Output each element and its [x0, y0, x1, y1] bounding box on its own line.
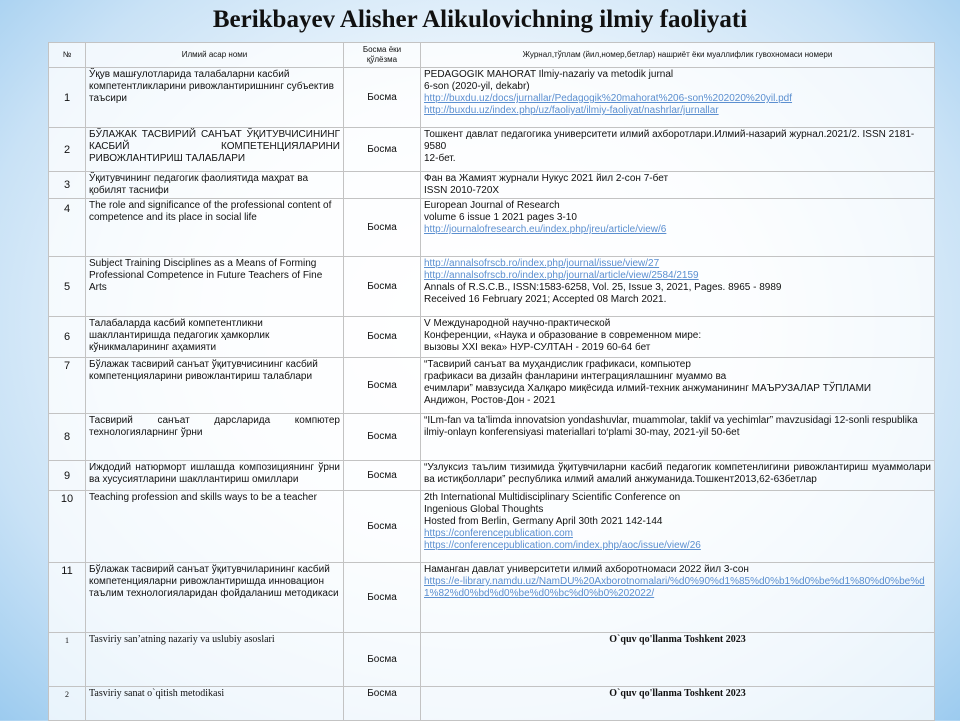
table-row: [49, 414, 935, 461]
publication-info: [421, 358, 935, 414]
form-type: Босма: [344, 68, 421, 128]
publication-info: [421, 414, 935, 461]
table-row: [49, 687, 935, 721]
row-number: 3: [49, 172, 86, 199]
form-type: Босма: [344, 128, 421, 172]
row-number: 2: [49, 687, 86, 721]
header-work-title: Илмий асар номи: [86, 43, 344, 68]
row-number: 6: [49, 317, 86, 358]
form-type: Босма: [344, 317, 421, 358]
work-title: Ўқитувчининг педагогик фаолиятида маҳрат ва қобилят таснифи: [86, 172, 344, 199]
work-title: Teaching profession and skills ways to be a teacher: [86, 491, 344, 563]
pub-link[interactable]: http://buxdu.uz/docs/jurnallar/Pedagogik%20mahorat%206-son%202020%20yil.pdf: [424, 93, 793, 104]
pub-line: Annals of R.S.C.B., ISSN:1583-6258, Vol. 25, Issue 3, 2021, Pages. 8965 - 8989: [424, 282, 782, 293]
publication-info: [421, 491, 935, 563]
form-type: Босма: [344, 461, 421, 491]
row-number: 4: [49, 199, 86, 257]
form-type: Босма: [344, 199, 421, 257]
pub-line: “Тасвирий санъат ва муҳандислик графикаси, компьютер: [424, 359, 691, 370]
publication-info: O`quv qo'llanma Toshkent 2023: [421, 633, 935, 687]
header-publication: Журнал,тўплам (йил,номер,бетлар) нашриёт ёки муаллифлик гувохномаси номери: [421, 43, 935, 68]
pub-line: “ILm-fan va ta’limda innovatsion yondashuvlar, muammolar, taklif va yechimlar” mavzusidagi 12-sonli respublika: [424, 415, 918, 426]
row-number: 10: [49, 491, 86, 563]
row-number: 7: [49, 358, 86, 414]
pub-line: Конференции, «Наука и образование в современном мире:: [424, 330, 702, 341]
work-title: Тасвирий санъат дарсларида компютер технологияларнинг ўрни: [86, 414, 344, 461]
publication-info: [421, 199, 935, 257]
pub-line: volume 6 issue 1 2021 pages 3-10: [424, 212, 577, 223]
publications-table: [48, 42, 935, 721]
pub-link[interactable]: https://e-library.namdu.uz/NamDU%20Axborotnomalari/%d0%90%d1%85%d0%b1%d0%be%d1%80%d0%be%d1%82%d0%bd%d0%be%d0%bc%d0%b0%202022/: [424, 576, 925, 599]
work-title: Иждодий натюрморт ишлашда композициянинг ўрни ва хусусиятларини шакллантириш омиллари: [86, 461, 344, 491]
work-title: Tasviriy sanat o`qitish metodikasi: [86, 687, 344, 721]
page-title: Berikbayev Alisher Alikulovichning ilmiy faoliyati: [212, 6, 748, 33]
table-row: [49, 199, 935, 257]
pub-line: Hosted from Berlin, Germany April 30th 2021 142-144: [424, 516, 663, 527]
publication-info: [421, 68, 935, 128]
table-row: [49, 172, 935, 199]
pub-line: ISSN 2010-720X: [424, 185, 500, 196]
table-row: [49, 128, 935, 172]
form-type: Босма: [344, 257, 421, 317]
row-number: 5: [49, 257, 86, 317]
publication-info: [421, 257, 935, 317]
work-title: Бўлажак тасвирий санъат ўқитувчисининг касбий компетенцияларини ривожлантириш талаблари: [86, 358, 344, 414]
pub-line: 12-бет.: [424, 153, 456, 164]
publication-info: [421, 317, 935, 358]
pub-line: Фан ва Жамият журнали Нукус 2021 йил 2-сон 7-бет: [424, 173, 669, 184]
pub-line: ечимлари” мавзусида Халқаро миқёсида илмий-техник анжуманининг МАЪРУЗАЛАР ТЎПЛАМИ: [424, 383, 872, 394]
header-number: №: [49, 43, 86, 68]
work-title: Бўлажак тасвирий санъат ўқитувчиларининг касбий компетенцияларни ривожлантиришда инновацион таълим технологияларидан фойдаланиш методикаси: [86, 563, 344, 633]
work-title: Tasviriy san’atning nazariy va uslubiy asoslari: [86, 633, 344, 687]
publication-info: [421, 128, 935, 172]
pub-link[interactable]: http://journalofresearch.eu/index.php/jreu/article/view/6: [424, 224, 667, 235]
form-type: Босма: [344, 491, 421, 563]
publication-info: [421, 172, 935, 199]
form-type: Босма: [344, 414, 421, 461]
pub-link[interactable]: https://conferencepublication.com: [424, 528, 573, 539]
pub-line: 6-son (2020-yil, dekabr): [424, 81, 530, 92]
table-row: [49, 633, 935, 687]
table-row: [49, 461, 935, 491]
pub-line: графикаси ва дизайн фанларини интеграциялашнинг муаммо ва: [424, 371, 727, 382]
table-row: [49, 317, 935, 358]
form-type: Босма: [344, 358, 421, 414]
row-number: 11: [49, 563, 86, 633]
pub-line: Тошкент давлат педагогика университети илмий ахборотлари.Илмий-назарий журнал.2021/2. ISSN 2181-9580: [424, 129, 915, 152]
table-row: [49, 68, 935, 128]
pub-line: Received 16 February 2021; Accepted 08 March 2021.: [424, 294, 667, 305]
table-row: [49, 358, 935, 414]
form-type: Босма: [344, 687, 421, 721]
table-row: [49, 563, 935, 633]
publication-info: “Узлуксиз таълим тизимида ўқитувчиларни касбий педагогик компетенлигини ривожлантириш муаммолари ва истиқболлари” республика илмий амалий анжуманида.Тошкент2013,62-63бетлар: [421, 461, 935, 491]
pub-line: V Международной научно-практической: [424, 318, 611, 329]
pub-line: Наманган давлат университети илмий ахборотномаси 2022 йил 3-сон: [424, 564, 749, 575]
pub-line: Ingenious Global Thoughts: [424, 504, 544, 515]
pub-line: ilmiy-onlayn konferensiyasi materiallari to‘plami 30-may, 2021-yil 50-6et: [424, 427, 740, 438]
work-title: Талабаларда касбий компетентликни шакллантиришда педагогик ҳамкорлик кўникмаларининг аҳамияти: [86, 317, 344, 358]
header-form: Босма ёки қўлёзма: [344, 43, 421, 68]
pub-link[interactable]: http://buxdu.uz/index.php/uz/faoliyat/ilmiy-faoliyat/nashrlar/jurnallar: [424, 105, 719, 116]
work-title: The role and significance of the professional content of competence and its place in social life: [86, 199, 344, 257]
row-number: 9: [49, 461, 86, 491]
table-header-row: [49, 43, 935, 68]
publication-info: [421, 563, 935, 633]
table-row: [49, 257, 935, 317]
work-title: БЎЛАЖАК ТАСВИРИЙ САНЪАТ ЎҚИТУВЧИСИНИНГ КАСБИЙ КОМПЕТЕНЦИЯЛАРИНИ РИВОЖЛАНТИРИШ ТАЛАБЛАРИ: [86, 128, 344, 172]
row-number: 2: [49, 128, 86, 172]
pub-line: European Journal of Research: [424, 200, 560, 211]
pub-link[interactable]: https://conferencepublication.com/index.php/aoc/issue/view/26: [424, 540, 701, 551]
form-type: [344, 172, 421, 199]
publication-info: O`quv qo'llanma Toshkent 2023: [421, 687, 935, 721]
work-title: Ўқув машғулотларида талабаларни касбий компетентликларини ривожлантиришнинг субъектив таъсири: [86, 68, 344, 128]
pub-line: 2th International Multidisciplinary Scientific Conference on: [424, 492, 681, 503]
form-type: Босма: [344, 633, 421, 687]
row-number: 1: [49, 633, 86, 687]
table-row: [49, 491, 935, 563]
work-title: Subject Training Disciplines as a Means of Forming Professional Competence in Future Teachers of Fine Arts: [86, 257, 344, 317]
pub-link[interactable]: http://annalsofrscb.ro/index.php/journal/issue/view/27: [424, 258, 660, 269]
pub-line: PEDAGOGIK MAHORAT Ilmiy-nazariy va metodik jurnal: [424, 69, 674, 80]
pub-line: вызовы XXI века» НУР-СУЛТАН - 2019 60-64 бет: [424, 342, 651, 353]
form-type: Босма: [344, 563, 421, 633]
pub-link[interactable]: http://annalsofrscb.ro/index.php/journal/article/view/2584/2159: [424, 270, 699, 281]
row-number: 1: [49, 68, 86, 128]
pub-line: Андижон, Ростов-Дон - 2021: [424, 395, 556, 406]
row-number: 8: [49, 414, 86, 461]
